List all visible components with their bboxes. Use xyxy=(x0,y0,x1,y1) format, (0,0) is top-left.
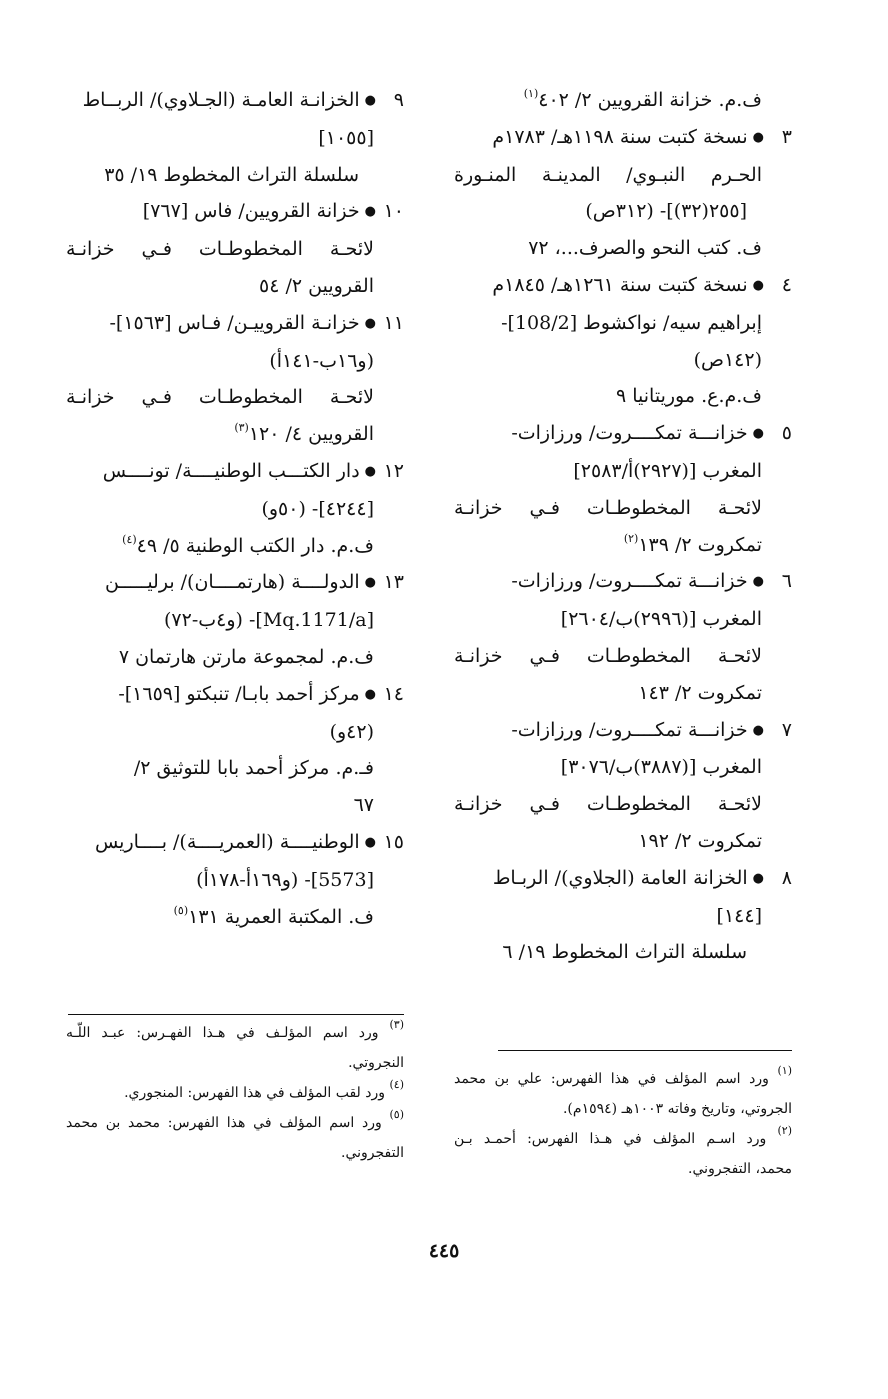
entry-line: تمكروت ٢/ ١٤٣ xyxy=(638,681,762,704)
entry-line: (٤٢و) xyxy=(329,720,374,743)
entry-line: لائحـة المخطوطـات فـي خزانـة xyxy=(66,386,374,409)
entries-right-column xyxy=(454,82,792,971)
footnote-divider xyxy=(68,1014,404,1015)
entry-line: تمكروت ٢/ ١٣٩ xyxy=(638,533,762,556)
entry-line: ف. المكتبة العمرية ١٣١ xyxy=(188,905,374,928)
footnote: $^{(١)}$ ورد اسم المؤلف في هذا الفهرس: علي بن محمد xyxy=(454,1064,792,1087)
bullet-icon: ● xyxy=(752,870,764,886)
entry-15: ١٥●الوطنيــــة (العمريــــة)/ بــــاريس [5573]- (و١٦٩أ-١٧٨أ) ف. المكتبة العمرية ١٣١$^{(٥)}$ xyxy=(66,824,404,935)
footnote: $^{(٣)}$ ورد اسم المؤلـف في هـذا الفهـرس: عبـد اللّـه xyxy=(66,1018,404,1041)
footnote-continuation: محمد، التفجروني. xyxy=(688,1161,792,1177)
bullet-icon: ● xyxy=(364,834,376,850)
entry-line: [Mq.1171/a]- (و٤ب-٧٢) xyxy=(163,609,374,632)
entry-line: المغرب [(٣٨٨٧)ب/٣٠٧٦] xyxy=(560,756,762,779)
entry-number: ١١ xyxy=(383,311,404,334)
entry-4: ٤●نسخة كتبت سنة ١٢٦١هـ/ ١٨٤٥م إبراهيم سيه/ نواكشوط [108/2]- (١٤٢ص) ف.م.ع. موريتانيا ٩ xyxy=(454,267,792,415)
page-number: ٤٤٥ xyxy=(428,1240,460,1262)
entry-line: فـ.م. مركز أحمد بابا للتوثيق ٢/ xyxy=(133,757,374,780)
footnote-mark: (٢) xyxy=(623,531,639,545)
entry-line: [5573]- (و١٦٩أ-١٧٨أ) xyxy=(196,868,374,891)
entry-3: ٣●نسخة كتبت سنة ١١٩٨هـ/ ١٧٨٣م الحـرم النبـوي/ المدينـة المنـورة [٢٥٥(٣٢)]- (٣١٢ص) ف. كتب النحو والصرف...، ٧٢ xyxy=(454,119,792,267)
footnote: $^{(٢)}$ ورد اسـم المؤلف في هـذا الفهرس: أحمـد بـن xyxy=(454,1124,793,1147)
entry-12: ١٢●دار الكتـــب الوطنيــــة/ تونــــس [٤٢٤٤]- (٥٠و) ف.م. دار الكتب الوطنية ٥/ ٤٩$^{(٤)}$ xyxy=(66,453,404,564)
bullet-icon: ● xyxy=(364,575,376,591)
entry-line: [٤٢٤٤]- (٥٠و) xyxy=(261,497,374,520)
footnote-mark: (٣) xyxy=(234,421,249,435)
entry-line: المغرب [(٢٩٢٧)أ/٢٥٨٣] xyxy=(573,459,762,482)
entry-number: ١٤ xyxy=(383,682,404,705)
entry-6: ٦●خزانـــة تمكــــروت/ ورزازات- المغرب [(٢٩٩٦)ب/٢٦٠٤] لائحـة المخطوطـات فـي خزانـة تمكروت ٢/ ١٤٣ xyxy=(454,563,792,711)
footnote-mark: (١) xyxy=(523,87,539,100)
footnote-continuation: التفجروني. xyxy=(341,1145,404,1161)
entry-5: ٥●خزانـــة تمكــــروت/ ورزازات- المغرب [(٢٩٢٧)أ/٢٥٨٣] لائحـة المخطوطـات فـي خزانـة تمكروت ٢/ ١٣٩$^{(٢)}$ xyxy=(454,415,792,563)
entry-line: ف.م. دار الكتب الوطنية ٥/ ٤٩ xyxy=(136,534,374,557)
entry-number: ١٥ xyxy=(383,830,404,853)
bullet-icon: ● xyxy=(752,426,764,442)
entry-line: ف. كتب النحو والصرف...، ٧٢ xyxy=(528,237,762,260)
bullet-icon: ● xyxy=(364,463,376,479)
entry-7: ٧●خزانـــة تمكــــروت/ ورزازات- المغرب [(٣٨٨٧)ب/٣٠٧٦] لائحـة المخطوطـات فـي خزانـة تمكروت ٢/ ١٩٢ xyxy=(454,712,792,860)
entry-line: الحـرم النبـوي/ المدينـة المنـورة xyxy=(454,163,762,186)
entry-line: سلسلة التراث المخطوط ١٩/ ٦ xyxy=(502,941,747,964)
entry-number: ٩ xyxy=(393,89,404,111)
entry-number: ١٢ xyxy=(383,459,404,482)
entry-number: ٦ xyxy=(781,570,792,593)
entry-line: سلسلة التراث المخطوط ١٩/ ٣٥ xyxy=(104,163,359,186)
entry-line: لائحـة المخطوطـات فـي خزانـة xyxy=(454,644,762,667)
entry-line: ف.م. لمجموعة مارتن هارتمان ٧ xyxy=(118,645,374,668)
footnote: $^{(٤)}$ ورد لقب المؤلف في هذا الفهرس: المنجوري. xyxy=(124,1078,404,1101)
entry-10: ١٠●خزانة القرويين/ فاس [٧٦٧] لائحـة المخطوطـات فـي خزانـة القرويين ٢/ ٥٤ xyxy=(66,193,404,304)
entry-number: ٥ xyxy=(781,422,792,445)
bullet-icon: ● xyxy=(752,574,764,590)
entry-line: القرويين ٤/ ١٢٠ xyxy=(248,423,374,446)
bullet-icon: ● xyxy=(364,93,376,108)
bullet-icon: ● xyxy=(752,129,764,145)
entry-line: المغرب [(٢٩٩٦)ب/٢٦٠٤] xyxy=(560,608,762,631)
entry-number: ١٣ xyxy=(383,571,404,594)
entry-line: إبراهيم سيه/ نواكشوط [108/2]- xyxy=(501,311,762,334)
entry-number: ٣ xyxy=(781,125,792,148)
entry-line: [١٤٤] xyxy=(716,904,762,927)
bullet-icon: ● xyxy=(364,204,376,220)
footnote-continuation: الجروتي، وتاريخ وفاته ١٠٠٣هـ (١٥٩٤م). xyxy=(562,1101,792,1117)
entry-14: ١٤●مركز أحمد بابـا/ تنبكتو [١٦٥٩]- (٤٢و) فـ.م. مركز أحمد بابا للتوثيق ٢/ ٦٧ xyxy=(66,676,404,824)
bullet-icon: ● xyxy=(364,315,376,331)
footnotes-right xyxy=(454,1064,792,1184)
entry-8: ٨●الخزانة العامة (الجلاوي)/ الربـاط [١٤٤] سلسلة التراث المخطوط ١٩/ ٦ xyxy=(454,860,792,971)
entry-line: (و١٦ب-١٤١أ) xyxy=(269,349,374,372)
footnote-mark: (٤) xyxy=(122,532,137,546)
entry-line: لائحـة المخطوطـات فـي خزانـة xyxy=(454,496,762,519)
bullet-icon: ● xyxy=(752,722,764,738)
bullet-icon: ● xyxy=(752,277,764,293)
entry-line: لائحـة المخطوطـات فـي خزانـة xyxy=(454,793,762,816)
entry-line: (١٤٢ص) xyxy=(693,348,762,371)
entry-line: القرويين ٢/ ٥٤ xyxy=(259,274,374,297)
entry-number: ٤ xyxy=(781,273,792,296)
entry-11: ١١●خزانـة القروييـن/ فـاس [١٥٦٣]- (و١٦ب-١٤١أ) لائحـة المخطوطـات فـي خزانـة القرويين ٤/ ١٢٠$^{(٣)}$ xyxy=(66,305,404,453)
entry-line: لائحـة المخطوطـات فـي خزانـة xyxy=(66,238,374,261)
entry-number: ١٠ xyxy=(383,200,404,223)
entry-line: تمكروت ٢/ ١٩٢ xyxy=(638,829,762,852)
footnote-divider xyxy=(498,1050,792,1051)
footnote-mark: (٥) xyxy=(173,903,189,917)
footnote-continuation: النجروتي. xyxy=(348,1055,404,1071)
entry-line: [٢٥٥(٣٢)]- (٣١٢ص) xyxy=(585,200,747,223)
entry-line: ف.م. خزانة القرويين ٢/ ٤٠٢$^{(١)}$ xyxy=(523,87,762,111)
entry-line: [١٠٥٥] xyxy=(318,126,374,149)
entry-13: ١٣●الدولــــة (هارتمــــان)/ برليـــــن [Mq.1171/a]- (و٤ب-٧٢) ف.م. لمجموعة مارتن هارتمان ٧ xyxy=(66,564,404,675)
entry-number: ٨ xyxy=(781,866,792,889)
footnotes-left xyxy=(66,1018,404,1168)
entry-9: ٩●الخزانـة العامـة (الجـلاوي)/ الربــاط [١٠٥٥] سلسلة التراث المخطوط ١٩/ ٣٥ xyxy=(66,82,404,193)
bullet-icon: ● xyxy=(364,686,376,702)
entry-number: ٧ xyxy=(781,718,792,741)
footnote: $^{(٥)}$ ورد اسم المؤلف في هذا الفهرس: محمد بن محمد xyxy=(66,1108,405,1131)
entry-line: ٦٧ xyxy=(353,794,374,817)
entries-left-column xyxy=(66,82,404,935)
entry-line: ف.م.ع. موريتانيا ٩ xyxy=(615,385,762,408)
